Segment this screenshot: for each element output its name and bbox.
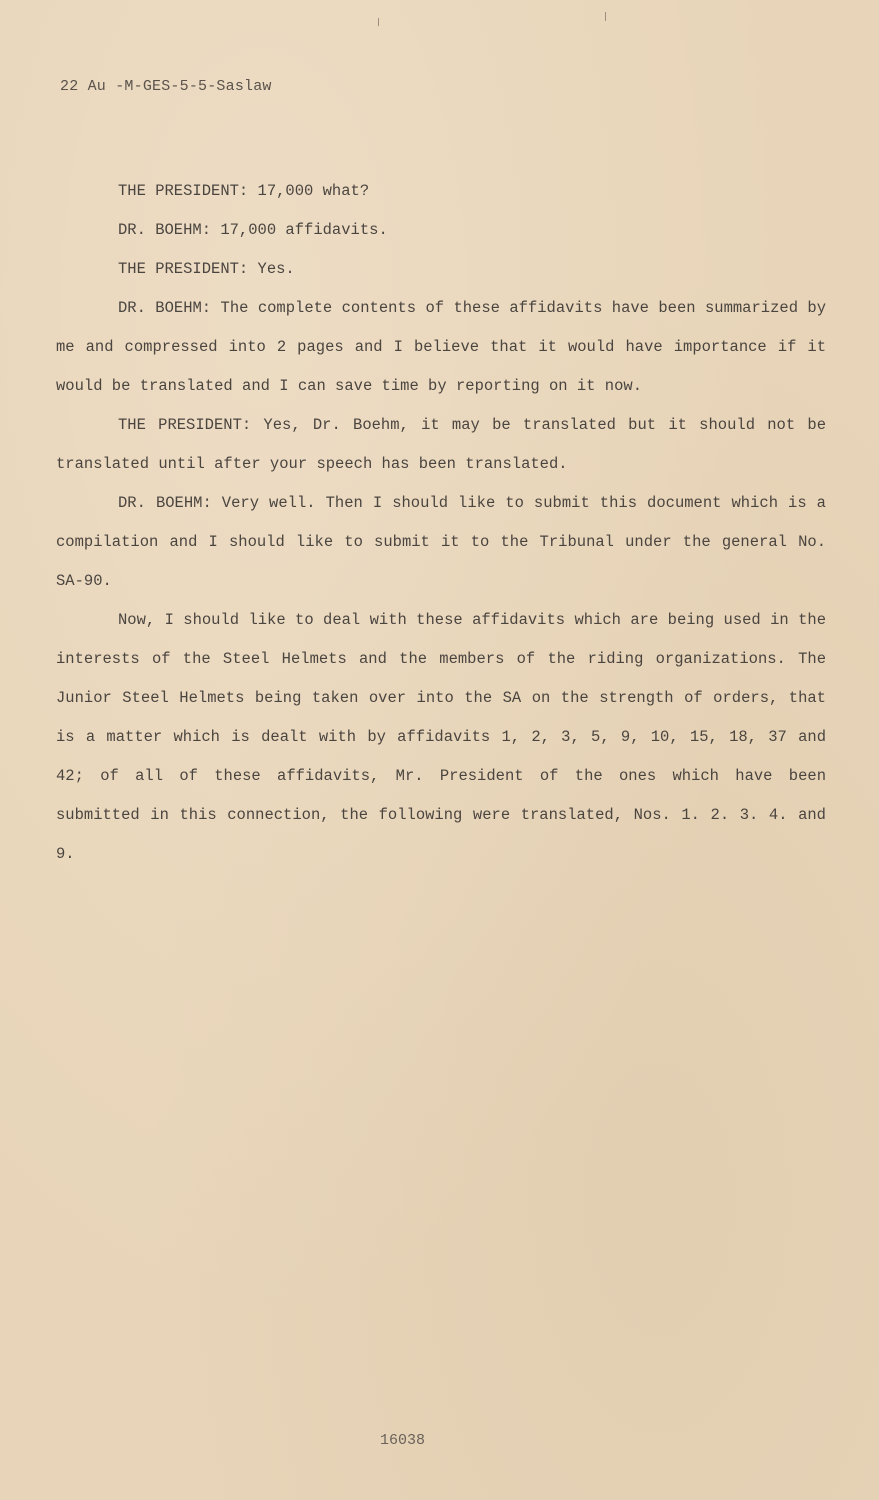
paragraph: THE PRESIDENT: Yes. <box>118 260 295 278</box>
page-number: 16038 <box>380 1432 426 1449</box>
paragraph: DR. BOEHM: 17,000 affidavits. <box>118 221 388 239</box>
paper-mark <box>605 12 606 21</box>
paragraph: THE PRESIDENT: Yes, Dr. Boehm, it may be translated but it should not be translated until after your speech has been translated. <box>56 416 826 473</box>
paragraph: DR. BOEHM: The complete contents of these affidavits have been summarized by me and compressed into 2 pages and I believe that it would have importance if it would be translated and I can save time by reporting on it now. <box>56 299 826 395</box>
paragraph: Now, I should like to deal with these affidavits which are being used in the interests of the Steel Helmets and the members of the riding organizations. The Junior Steel Helmets being taken over into the SA on the strength of orders, that is a matter which is dealt with by affidavits 1, 2, 3, 5, 9, 10, 15, 18, 37 and 42; of all of these affidavits, Mr. President of the ones which have been submitted in this connection, the following were translated, Nos. 1. 2. 3. 4. and 9. <box>56 611 826 863</box>
transcript-body <box>56 172 826 874</box>
paragraph: THE PRESIDENT: 17,000 what? <box>118 182 370 200</box>
paragraph: DR. BOEHM: Very well. Then I should like to submit this document which is a compilation and I should like to submit it to the Tribunal under the general No. SA-90. <box>56 494 826 590</box>
document-reference: 22 Au -M-GES-5-5-Saslaw <box>60 78 272 95</box>
paper-mark <box>378 18 379 26</box>
